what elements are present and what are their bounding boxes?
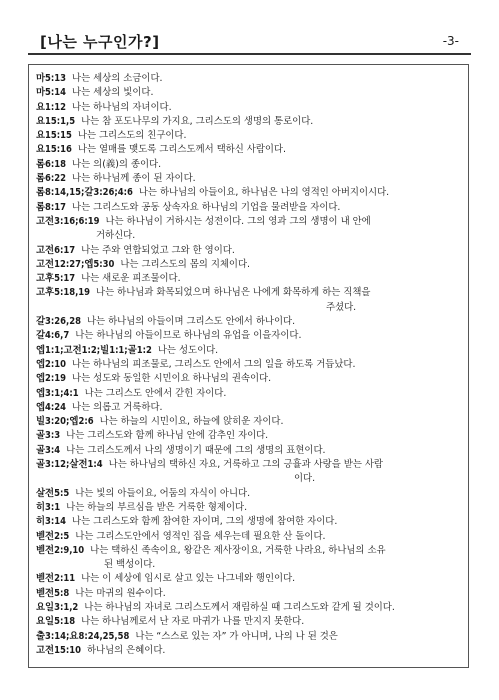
statement: 나는 그리스도안에서 영적인 집을 세우는데 필요한 산 돌이다. [75,530,326,542]
statement-continuation: 거하신다. [96,230,136,242]
statement: 나는 하나님께 종이 된 자이다. [72,173,196,185]
list-item [36,487,464,501]
verse-reference: 롬6:18 [36,158,67,170]
statement: 나는 세상의 소금이다. [72,73,163,84]
verse-reference: 요15:1,5 [36,115,76,127]
verse-reference: 요일3:1,2 [36,601,79,613]
statement: 나는 세상의 빛이다. [72,87,154,99]
statement: 나는 하나님의 아들이요, 하나님은 나의 영적인 아버지이시다. [138,187,390,199]
list-item [36,401,464,415]
list-item [36,615,464,629]
verse-reference: 요일5:18 [36,616,76,628]
list-item [36,501,464,515]
statement: 나는 하나님의 피조물로, 그리스도 안에서 그의 일을 하도록 거듭났다. [72,358,356,370]
list-item [36,201,464,215]
statement-continuation: 이다. [294,473,316,485]
verse-reference: 히3:14 [36,516,67,528]
list-item [36,329,464,343]
verse-reference: 골3:12;살전1:4 [36,459,103,471]
list-item [36,372,464,386]
verse-reference: 엡2:19 [36,373,67,385]
list-item [36,429,464,443]
statement: 하나님의 은혜이다. [86,644,166,656]
statement-continuation: 주셨다. [326,301,357,313]
verse-reference: 엡4:24 [36,401,67,413]
list-item [36,86,464,100]
list-item [36,129,464,143]
statement: 나는 하나님의 아들이며 그리스도 안에서 하나이다. [86,316,296,328]
verse-reference: 엡3:1;4:1 [36,387,79,399]
verse-reference: 마5:13 [36,73,67,84]
verse-reference: 골3:4 [36,444,61,456]
statement: 나는 그리스도와 공동 상속자요 하나님의 기업을 물려받을 자이다. [72,201,341,213]
statement: 나는 성도이다. [157,344,219,356]
list-item [36,387,464,401]
list-item [36,644,464,658]
statement: 나는 그리스도께서 나의 생명이기 때문에 그의 생명의 표현이다. [66,444,326,456]
verse-reference: 고전6:17 [36,244,76,256]
verse-reference: 고전15:10 [36,644,81,656]
statement: 나는 새로운 피조물이다. [81,273,181,285]
statement: 나는 빛의 아들이요, 어둠의 자식이 아니다. [75,487,251,499]
page-number: -3- [442,34,459,48]
statement: 나는 그리스도의 몸의 지체이다. [120,258,251,270]
list-item [36,458,464,487]
statement: 나는 하늘의 부르심을 받은 거룩한 형제이다. [66,501,248,513]
list-item [36,272,464,286]
list-item [36,101,464,115]
statement: 나는 하나님께로서 난 자로 마귀가 나를 만지지 못한다. [81,616,305,628]
verse-reference: 요15:16 [36,144,72,156]
list-item [36,172,464,186]
list-item [36,258,464,272]
statement: 나는 마귀의 원수이다. [75,587,166,599]
list-item [36,344,464,358]
verse-reference: 고전12:27;엡5:30 [36,258,115,270]
statement: 나는 주와 연합되었고 그와 한 영이다. [81,244,235,256]
list-item [36,143,464,157]
list-item [36,601,464,615]
statement: 나는 하나님과 화목되었으며 하나님은 나에게 화목하게 하는 직책을 [96,287,371,299]
statement: 나는 “스스로 있는 자” 가 아니며, 나의 나 된 것은 [135,630,338,642]
list-item [36,72,464,86]
verse-reference: 골3:3 [36,430,61,442]
identity-list [36,72,464,658]
verse-reference: 요15:15 [36,130,72,142]
verse-reference: 벧전2:11 [36,573,76,585]
statement: 나는 하나님의 택하신 자요, 거룩하고 그의 긍휼과 사랑을 받는 사람 [108,459,383,471]
list-item [36,515,464,529]
list-item [36,358,464,372]
statement: 나는 그리스도 안에서 갇힌 자이다. [84,387,227,399]
list-item [36,115,464,129]
statement: 나는 택하신 족속이요, 왕같은 제사장이요, 거룩한 나라요, 하나님의 소유 [90,544,386,556]
verse-reference: 벧전2:9,10 [36,544,85,556]
verse-reference: 고전3:16;6:19 [36,215,100,227]
list-item [36,315,464,329]
statement: 나는 그리스도와 함께 하나님 안에 감추인 자이다. [66,430,269,442]
statement: 나는 그리스도의 친구이다. [77,130,187,142]
statement: 나는 그리스도와 함께 참여한 자이며, 그의 생명에 참여한 자이다. [72,516,338,528]
list-item [36,530,464,544]
verse-reference: 벧전2:5 [36,530,70,542]
list-item [36,186,464,200]
header-rule [28,53,471,55]
verse-reference: 살전5:5 [36,487,70,499]
list-item [36,286,464,315]
statement: 나는 하나님의 자녀로 그리스도께서 재림하실 때 그리스도와 같게 될 것이다. [84,601,395,613]
verse-reference: 벧전5:8 [36,587,70,599]
verse-reference: 히3:1 [36,501,61,513]
page-title: [나는 누구인가?] [40,33,160,51]
statement: 나는 성도와 동일한 시민이요 하나님의 권속이다. [72,373,272,385]
list-item [36,158,464,172]
verse-reference: 고후5:17 [36,273,76,285]
verse-reference: 요1:12 [36,101,67,113]
verse-reference: 롬8:14,15;갈3:26;4:6 [36,187,133,199]
verse-reference: 엡1:1;고전1:2;빌1:1;골1:2 [36,344,152,356]
verse-reference: 고후5:18,19 [36,287,91,299]
list-item [36,572,464,586]
list-item [36,587,464,601]
list-item [36,444,464,458]
list-item [36,544,464,573]
statement: 나는 하늘의 시민이요, 하늘에 앉히운 자이다. [99,416,284,428]
statement: 나는 의롭고 거룩하다. [72,401,163,413]
statement: 나는 하나님의 자녀이다. [72,101,172,113]
verse-reference: 롬6:22 [36,173,67,185]
list-item [36,215,464,244]
verse-reference: 출3:14;요8:24,25,58 [36,630,130,642]
verse-reference: 마5:14 [36,87,67,99]
statement: 나는 열매를 맺도록 그리스도께서 택하신 사람이다. [77,144,286,156]
verse-reference: 갈3:26,28 [36,316,81,328]
verse-reference: 엡2:10 [36,358,67,370]
list-item [36,244,464,258]
statement-continuation: 된 백성이다. [104,559,156,571]
list-item [36,415,464,429]
statement: 나는 참 포도나무의 가지요, 그리스도의 생명의 통로이다. [81,115,314,127]
verse-reference: 롬8:17 [36,201,67,213]
statement: 나는 의(義)의 종이다. [72,158,162,170]
verse-reference: 갈4:6,7 [36,330,70,342]
statement: 나는 이 세상에 임시로 살고 있는 나그네와 행인이다. [81,573,296,585]
list-item [36,630,464,644]
statement: 나는 하나님이 거하시는 성전이다. 그의 영과 그의 생명이 내 안에 [105,215,371,227]
verse-reference: 빌3:20;엡2:6 [36,416,94,428]
statement: 나는 하나님의 아들이므로 하나님의 유업을 이을자이다. [75,330,302,342]
